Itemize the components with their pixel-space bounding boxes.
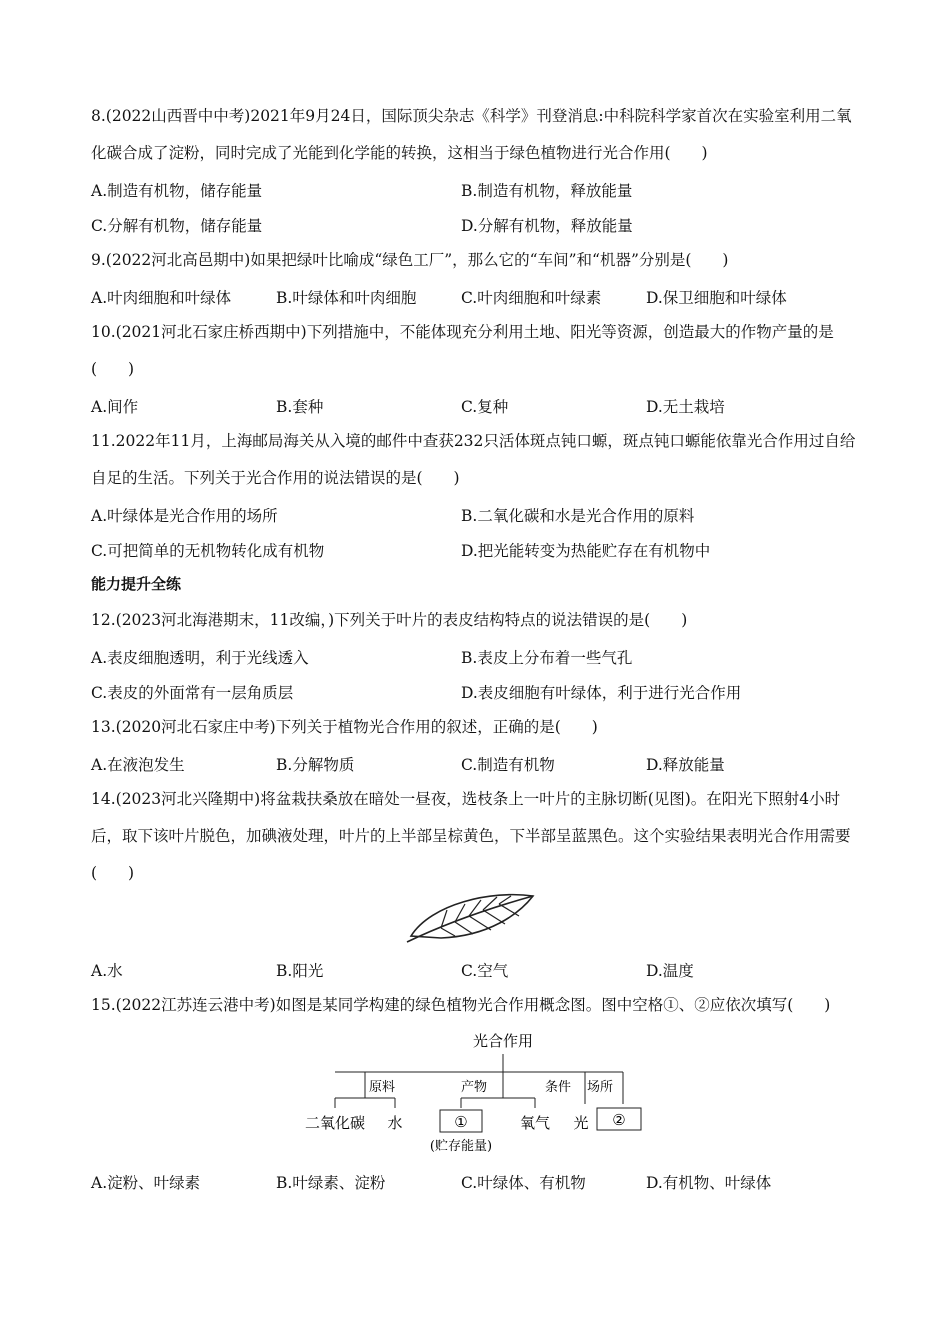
option-b[interactable]: B.制造有机物，释放能量 — [461, 181, 633, 200]
question-11 — [91, 423, 861, 567]
option-c[interactable]: C.制造有机物 — [461, 755, 555, 774]
blank-1: ① — [454, 1113, 468, 1131]
options-row — [91, 279, 861, 314]
question-14 — [91, 781, 861, 987]
options-row — [91, 172, 861, 207]
question-8 — [91, 98, 861, 242]
leaf-water: 水 — [387, 1114, 403, 1132]
option-a[interactable]: A.叶肉细胞和叶绿体 — [91, 288, 232, 307]
options-row — [91, 952, 861, 987]
leaf-figure — [91, 892, 861, 952]
option-d[interactable]: D.保卫细胞和叶绿体 — [646, 288, 787, 307]
leaf-oxygen: 氧气 — [519, 1114, 551, 1132]
question-9 — [91, 242, 861, 314]
option-a[interactable]: A.表皮细胞透明，利于光线透入 — [91, 648, 309, 667]
options-row — [91, 388, 861, 423]
question-stem: 11.2022年11月，上海邮局海关从入境的邮件中查获232只活体斑点钝口螈，斑点钝口螈能依靠光合作用过自给自足的生活。下列关于光合作用的说法错误的是( ) — [91, 432, 856, 487]
option-a[interactable]: A.叶绿体是光合作用的场所 — [91, 506, 278, 525]
option-d[interactable]: D.表皮细胞有叶绿体，利于进行光合作用 — [461, 683, 742, 702]
leaf-light: 光 — [573, 1114, 589, 1132]
section-title: 能力提升全练 — [91, 575, 182, 593]
option-d[interactable]: D.分解有机物，释放能量 — [461, 216, 633, 235]
question-stem: 12.(2023河北海港期末，11改编，)下列关于叶片的表皮结构特点的说法错误的是( ) — [91, 611, 688, 629]
option-d[interactable]: D.把光能转变为热能贮存在有机物中 — [461, 541, 711, 560]
option-b[interactable]: B.套种 — [276, 397, 324, 416]
option-b[interactable]: B.二氧化碳和水是光合作用的原料 — [461, 506, 695, 525]
option-a[interactable]: A.间作 — [91, 397, 139, 416]
concept-map-diagram — [301, 1024, 661, 1160]
option-d[interactable]: D.有机物、叶绿体 — [646, 1173, 772, 1192]
question-stem: 8.(2022山西晋中中考)2021年9月24日，国际顶尖杂志《科学》刊登消息:中科院科学家首次在实验室利用二氧化碳合成了淀粉，同时完成了光能到化学能的转换，这相当于绿色植物进行光合作用( ) — [91, 107, 852, 162]
leaf-icon — [401, 892, 541, 948]
option-b[interactable]: B.表皮上分布着一些气孔 — [461, 648, 633, 667]
option-a[interactable]: A.制造有机物，储存能量 — [91, 181, 263, 200]
question-stem: 14.(2023河北兴隆期中)将盆栽扶桑放在暗处一昼夜，选枝条上一叶片的主脉切断(见图)。在阳光下照射4小时后，取下该叶片脱色，加碘液处理，叶片的上半部呈棕黄色，下半部呈蓝黑色。这个实验结果表明光合作用需要( ) — [91, 790, 851, 882]
branch-condition: 条件 — [545, 1080, 572, 1095]
option-c[interactable]: C.分解有机物，储存能量 — [91, 216, 263, 235]
option-d[interactable]: D.温度 — [646, 961, 694, 980]
option-c[interactable]: C.可把简单的无机物转化成有机物 — [91, 541, 325, 560]
option-b[interactable]: B.分解物质 — [276, 755, 355, 774]
options-row — [91, 532, 861, 567]
question-stem: 9.(2022河北高邑期中)如果把绿叶比喻成“绿色工厂”，那么它的“车间”和“机器”分别是( ) — [91, 251, 729, 269]
options-row — [91, 639, 861, 674]
leaf-co2: 二氧化碳 — [304, 1114, 366, 1132]
option-d[interactable]: D.释放能量 — [646, 755, 725, 774]
option-c[interactable]: C.叶绿体、有机物 — [461, 1173, 586, 1192]
branch-product: 产物 — [461, 1080, 488, 1095]
options-row — [91, 207, 861, 242]
options-row — [91, 674, 861, 709]
options-row — [91, 497, 861, 532]
question-15 — [91, 987, 861, 1199]
concept-map — [91, 1024, 861, 1164]
option-d[interactable]: D.无土栽培 — [646, 397, 725, 416]
question-10 — [91, 314, 861, 423]
options-row — [91, 746, 861, 781]
option-c[interactable]: C.复种 — [461, 397, 509, 416]
question-stem: 15.(2022江苏连云港中考)如图是某同学构建的绿色植物光合作用概念图。图中空格①、②应依次填写( ) — [91, 996, 831, 1014]
branch-raw-material: 原料 — [369, 1080, 396, 1095]
question-list — [91, 98, 861, 1199]
option-a[interactable]: A.在液泡发生 — [91, 755, 185, 774]
question-stem: 13.(2020河北石家庄中考)下列关于植物光合作用的叙述，正确的是( ) — [91, 718, 598, 736]
option-c[interactable]: C.表皮的外面常有一层角质层 — [91, 683, 294, 702]
option-a[interactable]: A.水 — [91, 961, 123, 980]
question-13 — [91, 709, 861, 781]
option-b[interactable]: B.叶绿素、淀粉 — [276, 1173, 386, 1192]
option-c[interactable]: C.空气 — [461, 961, 509, 980]
branch-site: 场所 — [587, 1080, 614, 1095]
concept-root: 光合作用 — [472, 1032, 534, 1050]
blank-1-note: (贮存能量) — [429, 1139, 493, 1154]
option-c[interactable]: C.叶肉细胞和叶绿素 — [461, 288, 602, 307]
options-row — [91, 1164, 861, 1199]
blank-2: ② — [612, 1111, 626, 1129]
option-a[interactable]: A.淀粉、叶绿素 — [91, 1173, 201, 1192]
option-b[interactable]: B.叶绿体和叶肉细胞 — [276, 288, 417, 307]
question-stem: 10.(2021河北石家庄桥西期中)下列措施中，不能体现充分利用土地、阳光等资源，创造最大的作物产量的是( ) — [91, 323, 834, 378]
question-12 — [91, 602, 861, 709]
option-b[interactable]: B.阳光 — [276, 961, 324, 980]
